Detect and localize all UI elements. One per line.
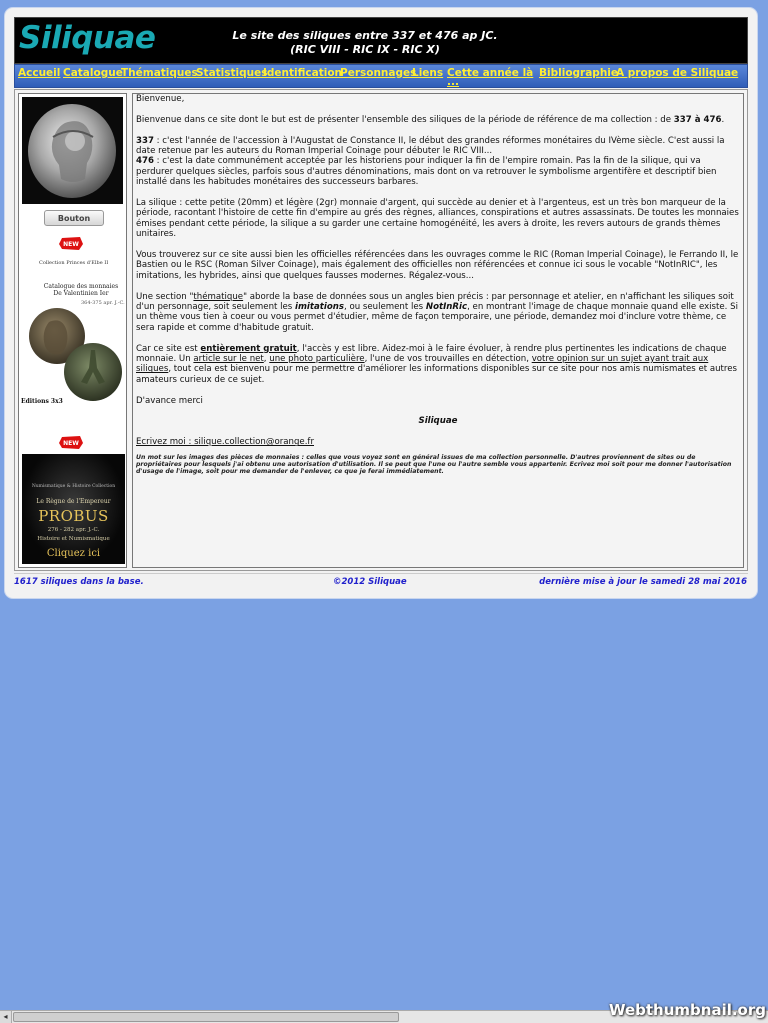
thanks-text: D'avance merci xyxy=(136,395,203,406)
signature: Siliquae xyxy=(418,416,458,427)
coin-icon xyxy=(25,101,120,201)
greeting: Bienvenue, xyxy=(136,94,185,104)
article-link[interactable]: article sur le net xyxy=(193,354,264,365)
free-text-e: , tout cela est bienvenu pour me permettre d'améliorer les informations disponibles sur ce site pour nos amis numismates et autres amateurs curieux de ce sujet. xyxy=(136,364,738,385)
them-text-a: Une section " xyxy=(136,291,194,302)
site-logo[interactable]: Siliquae xyxy=(19,20,156,56)
nav-personnages[interactable]: Personnages xyxy=(340,67,417,79)
probus-collection: Numismatique & Histoire Collection xyxy=(31,484,116,489)
probus-title: PROBUS xyxy=(38,507,109,525)
tagline-line-2: (RIC VIII - RIC IX - RIC X) xyxy=(290,43,440,56)
svg-text:NEW: NEW xyxy=(63,440,79,447)
book1-title: Catalogue des monnaies De Valentinien Ier xyxy=(43,283,119,297)
probus-subtitle: Le Règne de l'Empereur xyxy=(36,498,111,505)
tagline-line-1: Le site des siliques entre 337 et 476 ap JC. xyxy=(232,29,498,42)
year-337: 337 xyxy=(136,135,154,146)
photo-link[interactable]: une photo particulière xyxy=(269,354,365,365)
main-table xyxy=(14,89,748,571)
thematique-link[interactable]: thématique xyxy=(193,291,244,302)
contact-email-link[interactable]: Ecrivez moi : silique.collection@orange.fr xyxy=(136,437,314,448)
nav-cette-annee[interactable]: Cette année là xyxy=(447,67,534,79)
siliques-count: 1617 siliques dans la base. xyxy=(14,577,144,587)
year-337-text: : c'est l'année de l'accession à l'Augustat de Constance II, le début des grandes réformes monétaires du IVème siècle. C'est aussi la date retenue par les auteurs du Roman Imperial Coinage pour débuter le RIC VIII... xyxy=(136,135,725,156)
main-content xyxy=(132,93,744,568)
page-footer xyxy=(14,573,748,589)
them-text-c: , ou seulement les xyxy=(343,302,426,313)
svg-text:NEW: NEW xyxy=(63,241,79,248)
watermark: Webthumbnail.org xyxy=(608,1001,766,1019)
coin-image xyxy=(22,97,123,204)
ric-paragraph: Vous trouverez sur ce site aussi bien les officielles référencées dans les ouvrages comme le RIC (Roman Imperial Coinage), le Ferrando II, le Bastien ou le RSC (Roman Silver Coinage), mais également des officielles non référencées et connue ici sous le vocable "NotInRIC", les imitations, les hybrides, ainsi que quelques fausses modernes. Régalez-vous... xyxy=(136,250,739,281)
last-updated: dernière mise à jour le samedi 28 mai 2016 xyxy=(539,577,747,587)
scrollbar-thumb[interactable] xyxy=(13,1012,399,1022)
probus-dates: 276 - 282 apr. J.-C. xyxy=(47,527,100,533)
nav-thematiques[interactable]: Thématiques xyxy=(121,67,198,79)
them-text-d: , en montrant l'image de chaque monnaie quand elle existe. Si un thème vous tien à coeur ou vous permet d'étudier, même de façon temporaire, une période, demandez moi d'inclure votre thème, ce sera rapide et comme d'habitude gratuit. xyxy=(136,302,738,333)
nav-a-propos[interactable]: A propos de Siliquae xyxy=(616,67,739,79)
nav-accueil[interactable]: Accueil xyxy=(18,67,61,79)
image-disclaimer: Un mot sur les images des pièces de monnaies : celles que vous voyez sont en général issues de ma collection personnelle. D'autres proviennent de sites ou de propriétaires pour lesquels j'ai obtenu une autorisation d'utilisation. Il se peut que l'une ou l'autre semble vous appartenir. Ecrivez moi soit pour me donner l'autorisation d'usage de l'image, soit pour me demander de l'enlever, ce que je ferai immédiatement. xyxy=(136,453,732,476)
book1-dates: 364-375 apr. J.-C. xyxy=(81,300,125,306)
intro-paragraph xyxy=(136,115,740,125)
copyright: ©2012 Siliquae xyxy=(333,577,407,587)
book1-coins-icon xyxy=(27,306,123,402)
scroll-left-arrow-icon[interactable]: ◂ xyxy=(0,1011,12,1023)
new-badge-icon xyxy=(57,236,85,251)
page-container xyxy=(5,8,757,598)
new-badge xyxy=(57,236,85,251)
free-text-a: Car ce site est xyxy=(136,343,201,354)
new-badge-2 xyxy=(57,435,85,450)
sidebar xyxy=(18,93,127,568)
nav-statistiques[interactable]: Statistiques xyxy=(196,67,268,79)
opinion-link[interactable]: votre opinion sur un sujet ayant trait aux siliques xyxy=(136,354,709,375)
imitations-label: imitations xyxy=(295,302,344,313)
intro-text: Bienvenue dans ce site dont le but est de présenter l'ensemble des siliques de la période de référence de ma collection : de xyxy=(136,114,674,125)
main-navigation xyxy=(14,64,748,88)
dates-paragraph xyxy=(136,136,740,188)
probus-book-link[interactable] xyxy=(22,454,125,564)
year-476-text: : c'est la date communément acceptée par les historiens pour indiquer la fin de l'empire romain. Pas la fin de la silique, qui va perdurer quelques siècles, parfois sous d'autres dénominations, mais dont on va retrouver le symbolisme argentifère et descriptif bien installé dans les habitudes monétaires des successeurs barbares. xyxy=(136,156,717,188)
intro-period: 337 à 476 xyxy=(673,114,722,125)
site-header xyxy=(14,17,748,64)
them-text-b: " aborde la base de données sous un angles bien précis : par personnage et atelier, en n'affichant les siliques soit d'un personnage, soit seulement les xyxy=(136,291,734,313)
probus-theme: Histoire et Numismatique xyxy=(37,536,110,542)
free-text-c: , xyxy=(263,354,270,365)
intro-end: . xyxy=(721,114,725,125)
site-tagline xyxy=(195,29,535,57)
free-text-b: , l'accès y est libre. Aidez-moi à le faire évoluer, à rendre plus pertinentes les indications de chaque monnaie. Un xyxy=(136,343,727,365)
nav-liens[interactable]: Liens xyxy=(412,67,444,79)
new-badge-icon xyxy=(57,435,85,450)
free-bold: entièrement gratuit xyxy=(200,343,297,354)
book1-publisher: Editions 3x3 xyxy=(21,398,63,405)
bouton-button[interactable]: Bouton xyxy=(44,210,104,226)
nav-cette-annee-ellipsis[interactable]: ... xyxy=(447,76,459,88)
notinric-label: NotInRic xyxy=(425,302,468,313)
probus-cta[interactable]: Cliquez ici xyxy=(46,548,101,559)
nav-catalogue[interactable]: Catalogue xyxy=(63,67,123,79)
silique-paragraph: La silique : cette petite (20mm) et légère (2gr) monnaie d'argent, qui succède au denier et à l'argenteus, est un très bon marqueur de la période, racontant l'histoire de cette fin d'empire au grés des règnes, alliances, conspirations et autres assassinats. De toutes les monnaies émises pendant cette période, la silique a su garder une certaine homogénéité, les avers à droite, les revers autours de grands thèmes unitaires. xyxy=(136,198,739,240)
year-476: 476 xyxy=(136,156,154,167)
thematique-paragraph xyxy=(136,292,740,334)
free-text-d: , l'une de vos trouvailles en détection, xyxy=(364,354,532,365)
nav-bibliographie[interactable]: Bibliographie xyxy=(539,67,619,79)
nav-identification[interactable]: Identification xyxy=(263,67,343,79)
valentinien-book-link[interactable] xyxy=(21,256,125,416)
free-paragraph xyxy=(136,344,740,386)
book1-collection-title: Collection Princes d'Elbe II xyxy=(39,260,109,266)
